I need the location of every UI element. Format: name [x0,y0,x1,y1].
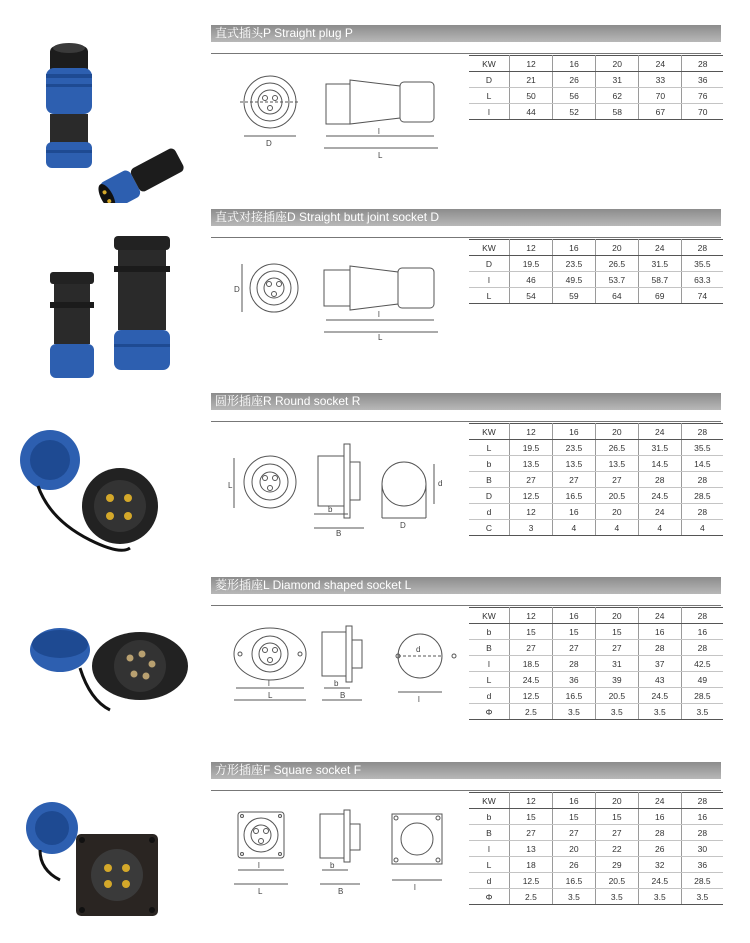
table-cell: 4 [595,520,638,536]
table-cell: 24.5 [638,488,681,504]
table-cell: 22 [595,841,638,857]
table-cell: 70 [639,88,682,104]
divider [211,421,721,422]
table-cell: 24.5 [638,688,681,704]
table-cell: 67 [639,104,682,120]
table-cell: 13.5 [552,456,595,472]
table-row [469,841,723,857]
table-cell: 20 [595,608,638,624]
table-cell: 12.5 [510,488,553,504]
table-header-row [469,793,723,809]
spec-table [469,607,723,720]
dim-label-B: B [338,887,344,896]
table-cell: C [469,520,510,536]
divider [211,790,721,791]
table-cell: 3.5 [552,704,595,720]
table-header-row [469,424,723,440]
table-row [469,672,723,688]
table-cell: L [469,672,510,688]
table-cell: 15 [510,809,553,825]
table-cell: 28 [681,825,723,841]
table-cell: 37 [638,656,681,672]
spec-table [469,55,723,120]
table-cell: 35.5 [681,256,723,272]
table-cell: 23.5 [552,440,595,456]
table-cell: 70 [682,104,723,120]
table-cell: 54 [510,288,553,304]
table-cell: 31 [596,72,639,88]
table-cell: 49 [681,672,723,688]
table-cell: 28.5 [681,688,723,704]
table-cell: 12.5 [510,873,553,889]
dim-label-L: L [268,691,273,700]
section-title: 直式对接插座D Straight butt joint socket D [211,209,721,226]
table-cell: 16 [638,624,681,640]
table-cell: 12.5 [510,688,553,704]
table-cell: 27 [595,472,638,488]
table-cell: 27 [552,640,595,656]
table-row [469,256,723,272]
dim-label-l: l [378,127,380,136]
table-cell: 74 [681,288,723,304]
table-cell: 44 [510,104,553,120]
table-row [469,440,723,456]
table-cell: 16 [552,793,595,809]
dim-label-B: B [340,691,346,700]
table-cell: L [469,288,510,304]
table-cell: 3 [510,520,553,536]
dim-label-d: d [438,479,443,488]
spec-table [469,239,723,304]
table-cell: KW [469,424,510,440]
table-cell: 33 [639,72,682,88]
table-cell: 16 [553,56,596,72]
table-cell: KW [469,240,510,256]
table-cell: 31 [595,656,638,672]
table-cell: 46 [510,272,553,288]
table-cell: 26 [638,841,681,857]
table-cell: 28 [638,825,681,841]
table-row [469,889,723,905]
table-row [469,688,723,704]
table-cell: 20.5 [595,688,638,704]
table-cell: 12 [510,608,553,624]
table-cell: 28 [638,472,681,488]
table-cell: 28 [682,56,723,72]
table-cell: 21 [510,72,553,88]
table-header-row [469,608,723,624]
table-cell: 20 [595,504,638,520]
table-row [469,704,723,720]
table-cell: 31.5 [638,440,681,456]
dim-label-B: B [336,529,342,538]
table-cell: 20.5 [595,488,638,504]
table-row [469,288,723,304]
table-cell: d [469,504,510,520]
table-cell: 36 [681,857,723,873]
table-cell: l [469,656,510,672]
table-cell: D [469,488,510,504]
table-cell: 13 [510,841,553,857]
table-row [469,488,723,504]
table-cell: 58 [596,104,639,120]
table-cell: 31.5 [638,256,681,272]
table-row [469,104,723,120]
section-title: 圆形插座R Round socket R [211,393,721,410]
table-cell: 3.5 [638,704,681,720]
table-cell: 15 [595,809,638,825]
table-cell: 20 [595,424,638,440]
divider [211,53,721,54]
table-cell: 4 [552,520,595,536]
table-cell: 28 [681,793,723,809]
table-row [469,825,723,841]
table-header-row [469,56,723,72]
dim-label-L: L [258,887,263,896]
table-cell: 4 [638,520,681,536]
table-row [469,272,723,288]
table-row [469,472,723,488]
table-cell: 27 [510,640,553,656]
table-cell: Φ [469,704,510,720]
table-cell: 16 [552,240,595,256]
table-cell: 28.5 [681,488,723,504]
table-cell: Φ [469,889,510,905]
table-cell: 28 [681,504,723,520]
table-row [469,72,723,88]
table-cell: 19.5 [510,256,553,272]
table-cell: 24 [638,793,681,809]
table-cell: 43 [638,672,681,688]
table-cell: B [469,640,510,656]
table-cell: 13.5 [595,456,638,472]
table-cell: KW [469,56,510,72]
table-cell: KW [469,608,510,624]
table-cell: 62 [596,88,639,104]
table-cell: 42.5 [681,656,723,672]
table-cell: l [469,841,510,857]
table-cell: b [469,456,510,472]
table-cell: 28 [552,656,595,672]
table-cell: D [469,72,510,88]
table-cell: 15 [552,624,595,640]
table-cell: 24 [638,504,681,520]
table-cell: 15 [595,624,638,640]
table-cell: 18 [510,857,553,873]
table-cell: 14.5 [681,456,723,472]
table-cell: 2.5 [510,889,553,905]
table-row [469,624,723,640]
table-cell: 59 [552,288,595,304]
dim-label-l: l [258,861,260,870]
square-socket-photo [10,790,200,930]
table-cell: 16.5 [552,873,595,889]
table-cell: 3.5 [638,889,681,905]
table-cell: 52 [553,104,596,120]
table-cell: 24 [638,424,681,440]
table-cell: 26.5 [595,256,638,272]
table-cell: 24.5 [638,873,681,889]
table-cell: 50 [510,88,553,104]
table-cell: 16 [552,424,595,440]
table-cell: 28 [681,608,723,624]
table-row [469,88,723,104]
divider [211,605,721,606]
table-row [469,456,723,472]
table-cell: 28 [681,424,723,440]
table-cell: KW [469,793,510,809]
table-cell: 29 [595,857,638,873]
table-cell: l [469,104,510,120]
table-cell: 19.5 [510,440,553,456]
table-cell: 12 [510,424,553,440]
butt-joint-socket-photo [10,228,200,388]
table-cell: 18.5 [510,656,553,672]
table-cell: 32 [638,857,681,873]
table-cell: 16 [552,504,595,520]
dim-label-b: b [330,861,335,870]
table-cell: 27 [552,825,595,841]
table-cell: 49.5 [552,272,595,288]
round-socket-drawing [228,438,453,538]
table-cell: 24 [639,56,682,72]
table-cell: 28 [681,240,723,256]
table-cell: 16.5 [552,488,595,504]
diamond-socket-photo [10,610,200,720]
dim-label-L: L [378,151,383,160]
table-cell: 36 [682,72,723,88]
table-cell: 27 [552,472,595,488]
dim-label-D: D [234,285,240,294]
table-cell: 20 [595,240,638,256]
table-cell: 20.5 [595,873,638,889]
dim-label-l2: l [414,883,416,892]
dim-label-b: b [328,505,333,514]
table-cell: 12 [510,240,553,256]
section-title: 直式插头P Straight plug P [211,25,721,42]
table-cell: 27 [510,825,553,841]
table-cell: 24 [638,240,681,256]
table-cell: 53.7 [595,272,638,288]
dim-label-D: D [400,521,406,530]
dim-label-d: D [266,139,272,148]
section-title: 菱形插座L Diamond shaped socket L [211,577,721,594]
butt-joint-socket-drawing [228,254,453,340]
table-cell: L [469,857,510,873]
table-row [469,809,723,825]
table-cell: 35.5 [681,440,723,456]
table-cell: d [469,873,510,889]
table-cell: 20 [596,56,639,72]
table-cell: 16 [681,624,723,640]
table-row [469,656,723,672]
table-cell: b [469,624,510,640]
table-row [469,873,723,889]
table-cell: b [469,809,510,825]
table-cell: 26.5 [595,440,638,456]
dim-label-L: L [378,333,383,340]
table-cell: 63.3 [681,272,723,288]
table-row [469,520,723,536]
table-cell: 12 [510,56,553,72]
table-cell: 64 [595,288,638,304]
table-cell: 12 [510,793,553,809]
square-socket-drawing [228,806,468,896]
diamond-socket-drawing [228,622,468,706]
dim-label-d: d [416,645,421,654]
table-cell: 26 [552,857,595,873]
divider [211,237,721,238]
table-row [469,857,723,873]
table-cell: 15 [510,624,553,640]
table-row [469,504,723,520]
table-cell: 15 [552,809,595,825]
table-cell: 28 [681,472,723,488]
table-cell: d [469,688,510,704]
straight-plug-drawing [228,64,453,160]
table-cell: 16 [638,809,681,825]
table-cell: 3.5 [595,704,638,720]
straight-plug-photo [10,38,200,203]
table-cell: 13.5 [510,456,553,472]
spec-table [469,792,723,905]
table-cell: 16 [552,608,595,624]
table-cell: 16.5 [552,688,595,704]
table-cell: 24 [638,608,681,624]
table-cell: 4 [681,520,723,536]
dim-label-l2: l [418,695,420,704]
table-cell: 3.5 [681,704,723,720]
dim-label-l: l [378,310,380,319]
table-cell: 28 [638,640,681,656]
table-row [469,640,723,656]
table-cell: B [469,472,510,488]
table-cell: 14.5 [638,456,681,472]
table-cell: D [469,256,510,272]
round-socket-photo [10,420,200,560]
table-cell: 20 [595,793,638,809]
table-cell: 27 [595,825,638,841]
section-title: 方形插座F Square socket F [211,762,721,779]
table-cell: 58.7 [638,272,681,288]
table-cell: 3.5 [552,889,595,905]
table-cell: 23.5 [552,256,595,272]
table-cell: 3.5 [681,889,723,905]
dim-label-L: L [228,481,233,490]
table-cell: 26 [553,72,596,88]
table-header-row [469,240,723,256]
dim-label-b: b [334,679,339,688]
table-cell: B [469,825,510,841]
table-cell: 30 [681,841,723,857]
table-cell: l [469,272,510,288]
table-cell: 39 [595,672,638,688]
table-cell: 27 [510,472,553,488]
table-cell: 56 [553,88,596,104]
table-cell: 20 [552,841,595,857]
table-cell: 16 [681,809,723,825]
table-cell: L [469,440,510,456]
table-cell: 69 [638,288,681,304]
table-cell: 12 [510,504,553,520]
table-cell: 27 [595,640,638,656]
dim-label-l: l [268,679,270,688]
spec-table [469,423,723,536]
table-cell: 28.5 [681,873,723,889]
table-cell: 76 [682,88,723,104]
table-cell: L [469,88,510,104]
table-cell: 24.5 [510,672,553,688]
table-cell: 28 [681,640,723,656]
table-cell: 2.5 [510,704,553,720]
table-cell: 3.5 [595,889,638,905]
table-cell: 36 [552,672,595,688]
